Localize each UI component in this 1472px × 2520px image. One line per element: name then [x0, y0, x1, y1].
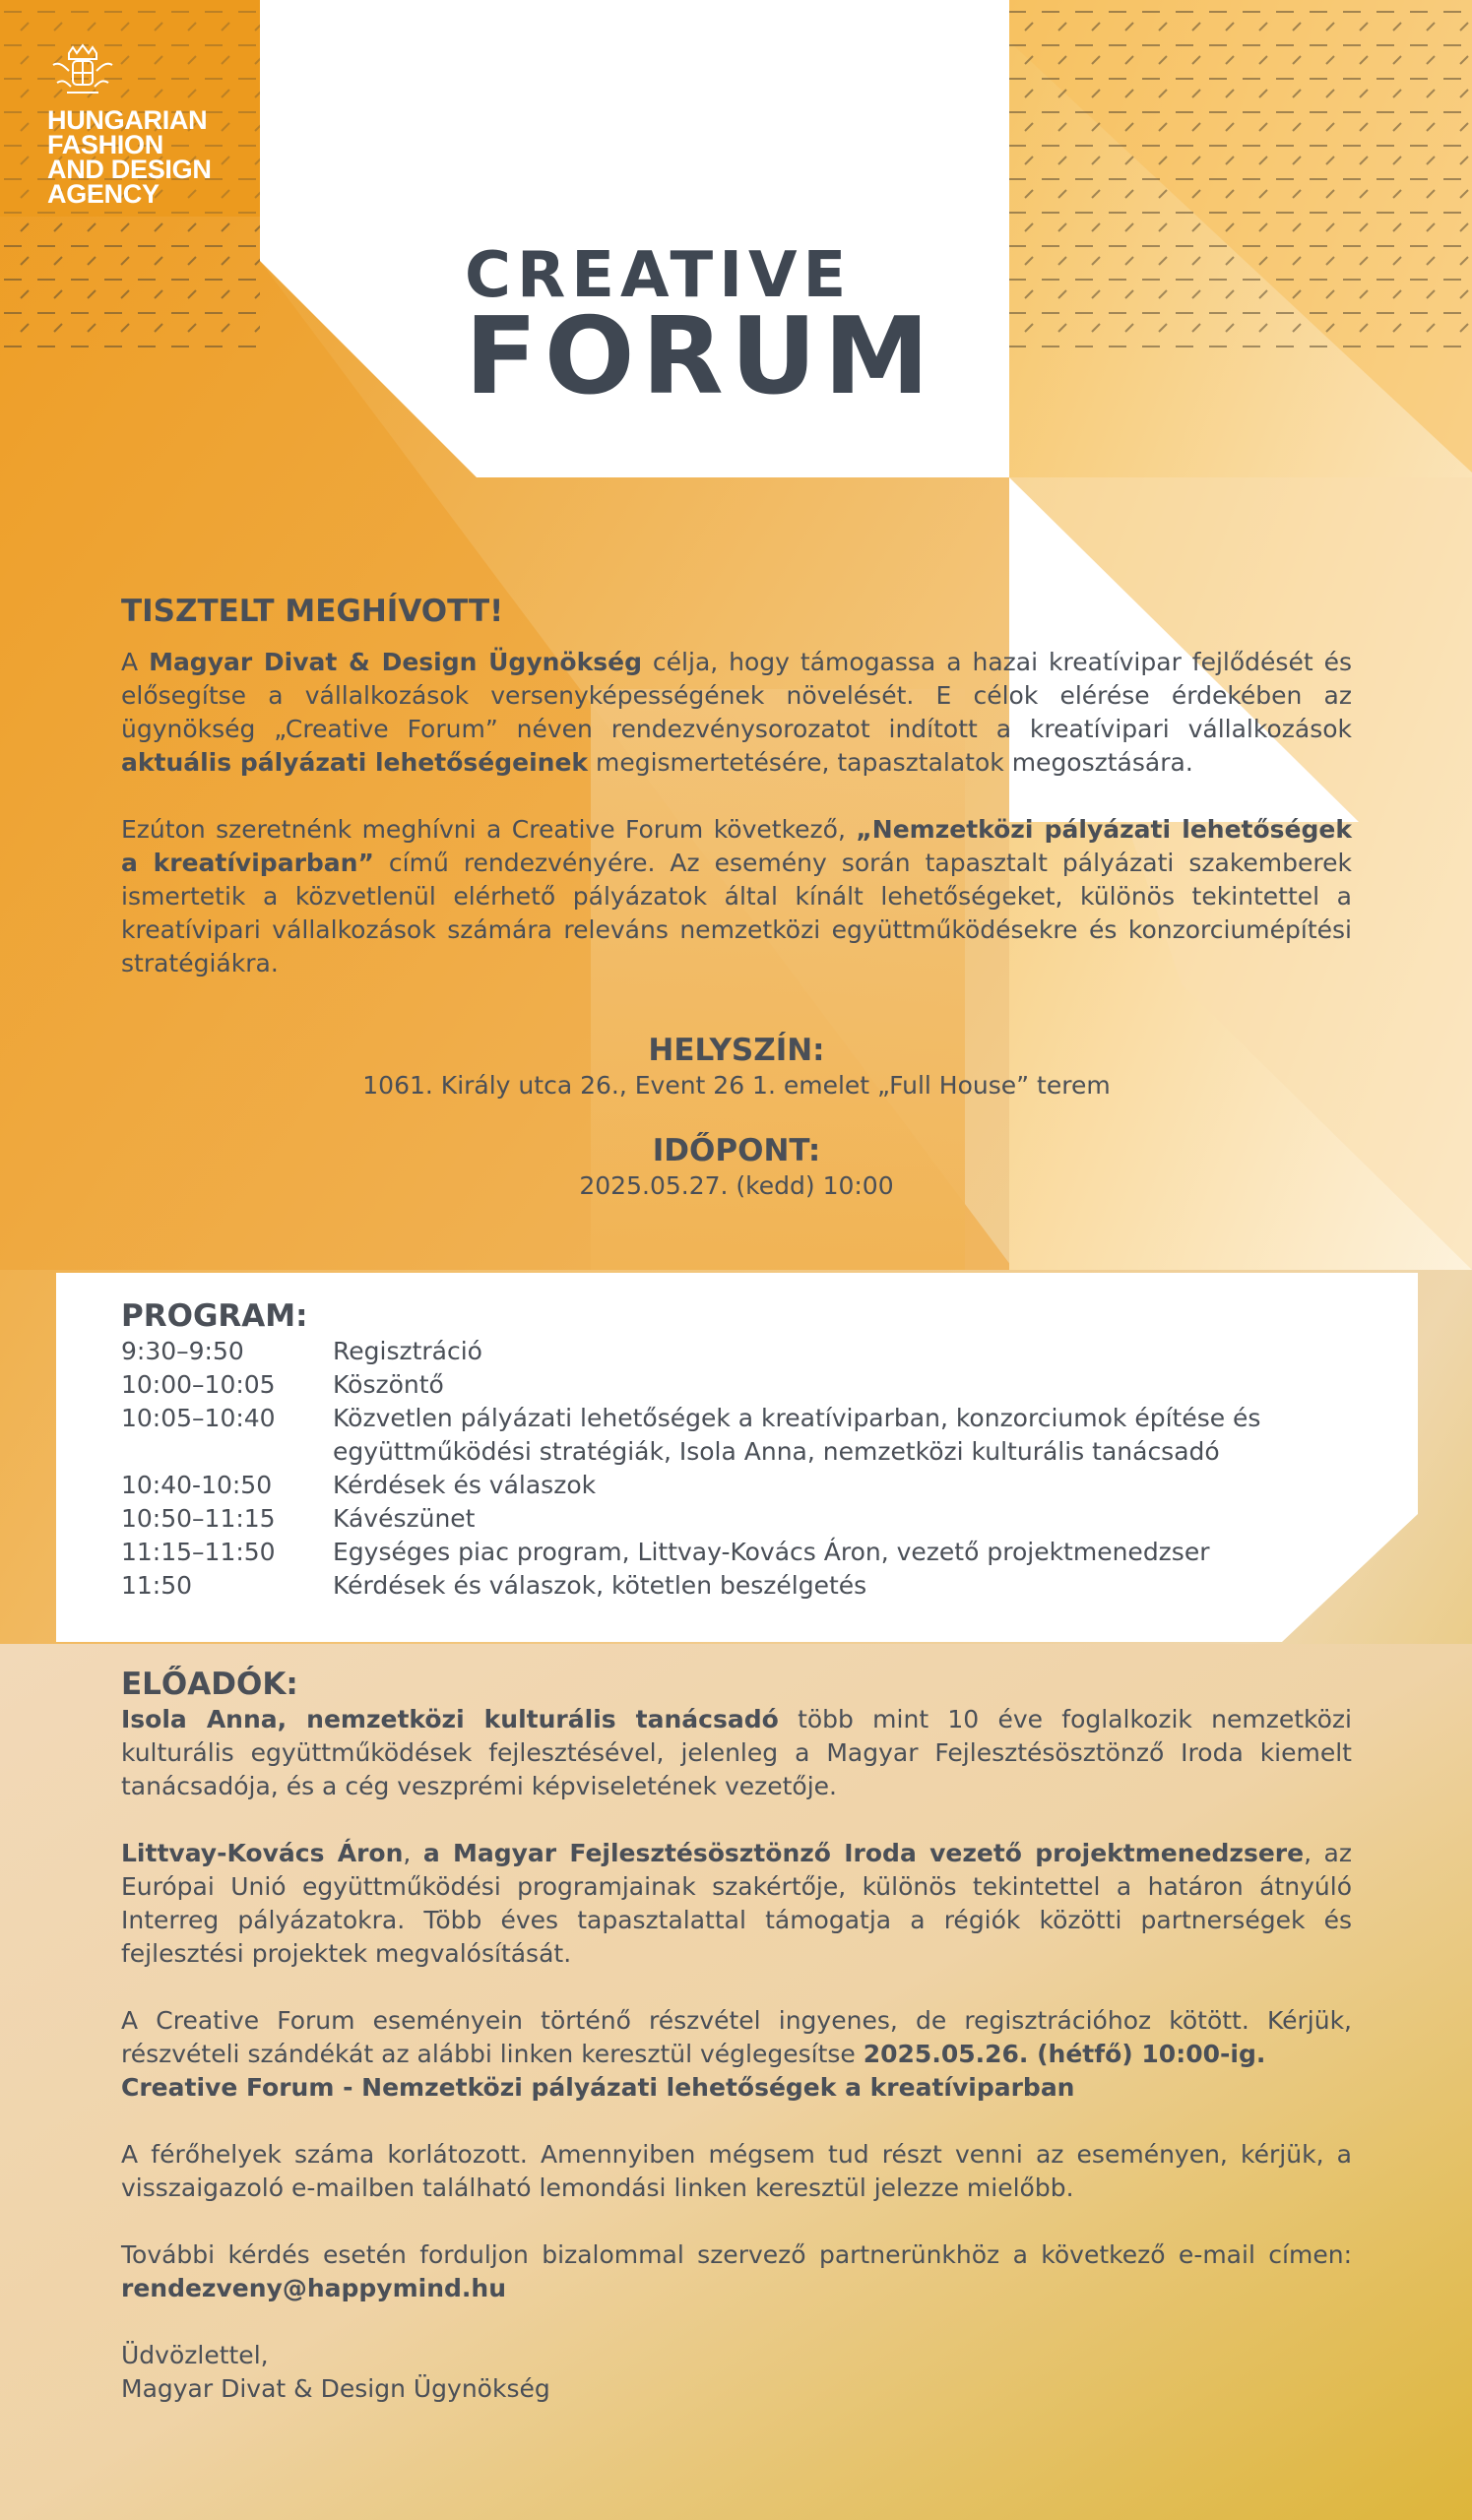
cancellation-paragraph: A férőhelyek száma korlátozott. Amennyiben mégsem tud részt venni az eseményen, kérjük, a visszaigazoló e-mailben található lemondási linken keresztül jelezze mielőbb.: [121, 2140, 1352, 2202]
program-row: [121, 1402, 1352, 1469]
signoff-line: Üdvözlettel,: [121, 2341, 269, 2369]
logo-line: AGENCY: [47, 179, 160, 209]
program-time: 10:40-10:50: [121, 1471, 273, 1499]
event-title: [465, 239, 936, 418]
text-span: A: [121, 648, 150, 676]
speaker-name: Littvay-Kovács Áron: [121, 1839, 404, 1867]
text-span: ,: [403, 1839, 423, 1867]
program-time: 11:50: [121, 1571, 193, 1600]
program-row: [121, 1502, 1352, 1536]
program-item: Regisztráció: [333, 1337, 482, 1365]
contact-email-link[interactable]: rendezveny@happymind.hu: [121, 2274, 506, 2302]
signoff-line: Magyar Divat & Design Ügynökség: [121, 2374, 550, 2403]
logo-line: AND DESIGN: [47, 155, 212, 184]
program-row: [121, 1469, 1352, 1502]
location-block: [121, 1032, 1352, 1102]
registration-link[interactable]: Creative Forum - Nemzetközi pályázati lehetőségek a kreatíviparban: [121, 2073, 1075, 2102]
event-name: „Nemzetközi pályázati lehetőségek a kreatíviparban”: [121, 815, 1352, 877]
date-value: 2025.05.27. (kedd) 10:00: [579, 1171, 894, 1200]
program-item: Köszöntő: [333, 1370, 444, 1399]
program-schedule: [121, 1297, 1352, 1603]
program-time: 10:50–11:15: [121, 1504, 276, 1533]
text-span: További kérdés esetén forduljon bizalommal szervező partnerünkhöz a következő e-mail címen:: [121, 2240, 1352, 2269]
program-item: Egységes piac program, Littvay-Kovács Áron, vezető projektmenedzser: [333, 1538, 1210, 1566]
date-label: IDŐPONT:: [652, 1133, 821, 1168]
crest-icon: [47, 43, 118, 98]
location-value: 1061. Király utca 26., Event 26 1. emelet „Full House” terem: [362, 1071, 1111, 1100]
program-row: [121, 1335, 1352, 1368]
title-line-forum: FORUM: [465, 295, 936, 418]
registration-paragraph: [121, 2004, 1352, 2105]
contact-paragraph: [121, 2238, 1352, 2305]
program-item: Kérdések és válaszok, kötetlen beszélgetés: [333, 1571, 867, 1600]
date-block: [121, 1132, 1352, 1203]
intro-paragraph-2: [121, 813, 1352, 980]
program-row: [121, 1536, 1352, 1569]
signoff: [121, 2339, 1352, 2406]
text-span: , az Európai Unió együttműködési programjainak szakértője, különös tekintettel a határon átnyúló Interreg pályázatokra. Több éves tapasztalattal támogatja a régiók közötti partnerségek és fejlesztési projektek megvalósítását.: [121, 1839, 1352, 1968]
intro-paragraph-1: [121, 646, 1352, 780]
speakers-heading: ELŐADÓK:: [121, 1667, 298, 1702]
text-span: célja, hogy támogassa a hazai kreatívipar fejlődését és elősegítse a vállalkozások versenyképességének növelését. E célok elérése érdekében az ügynökség „Creative Forum” néven rendezvénysorozatot indított a kreatívipari vállalkozások: [121, 648, 1352, 743]
program-time: 10:05–10:40: [121, 1404, 276, 1432]
logo-line: HUNGARIAN: [47, 105, 208, 135]
program-row: [121, 1569, 1352, 1603]
text-span: megismertetésére, tapasztalatok megosztására.: [588, 748, 1193, 777]
program-item: Közvetlen pályázati lehetőségek a kreatíviparban, konzorciumok építése és együttműködési stratégiák, Isola Anna, nemzetközi kulturális tanácsadó: [333, 1404, 1261, 1466]
highlight-text: aktuális pályázati lehetőségeinek: [121, 748, 589, 777]
speaker-2-bio: [121, 1837, 1352, 1971]
text-span: A Creative Forum eseményein történő részvétel ingyenes, de regisztrációhoz kötött. Kérjük, részvételi szándékát az alábbi linken keresztül véglegesítse: [121, 2006, 1352, 2068]
program-time: 9:30–9:50: [121, 1337, 244, 1365]
greeting-heading: TISZTELT MEGHÍVOTT!: [121, 594, 504, 629]
program-time: 11:15–11:50: [121, 1538, 276, 1566]
invitation-intro: [121, 595, 1352, 980]
speaker-1-bio: [121, 1703, 1352, 1803]
program-item: Kávészünet: [333, 1504, 476, 1533]
program-row: [121, 1368, 1352, 1402]
logo-wordmark: [47, 105, 244, 209]
text-span: című rendezvényére. Az esemény során tapasztalt pályázati szakemberek ismertetik a közvetlenül elérhető pályázatok által kínált lehetőségeket, különös tekintettel a kreatívipari vállalkozások számára releváns nemzetközi együttműködésekre és konzorciumépítési stratégiákra.: [121, 849, 1352, 977]
speaker-role: a Magyar Fejlesztésösztönző Iroda vezető projektmenedzsere: [422, 1839, 1305, 1867]
program-heading: PROGRAM:: [121, 1298, 308, 1334]
speakers-section: [121, 1666, 1352, 2406]
agency-name: Magyar Divat & Design Ügynökség: [149, 648, 642, 676]
text-span: több mint 10 éve foglalkozik nemzetközi kulturális együttműködések fejlesztésével, jelenleg a Magyar Fejlesztésösztönző Iroda kiemelt tanácsadója, és a cég veszprémi képviseletének vezetője.: [121, 1705, 1352, 1800]
title-line-creative: CREATIVE: [465, 239, 853, 312]
program-item: Kérdések és válaszok: [333, 1471, 597, 1499]
location-label: HELYSZÍN:: [648, 1033, 825, 1068]
registration-deadline: 2025.05.26. (hétfő) 10:00-ig.: [863, 2040, 1266, 2068]
text-span: Ezúton szeretnénk meghívni a Creative Forum következő,: [121, 815, 857, 844]
speaker-name: Isola Anna, nemzetközi kulturális tanácsadó: [121, 1705, 779, 1733]
program-time: 10:00–10:05: [121, 1370, 276, 1399]
agency-logo: [47, 43, 244, 207]
logo-line: FASHION: [47, 130, 163, 159]
